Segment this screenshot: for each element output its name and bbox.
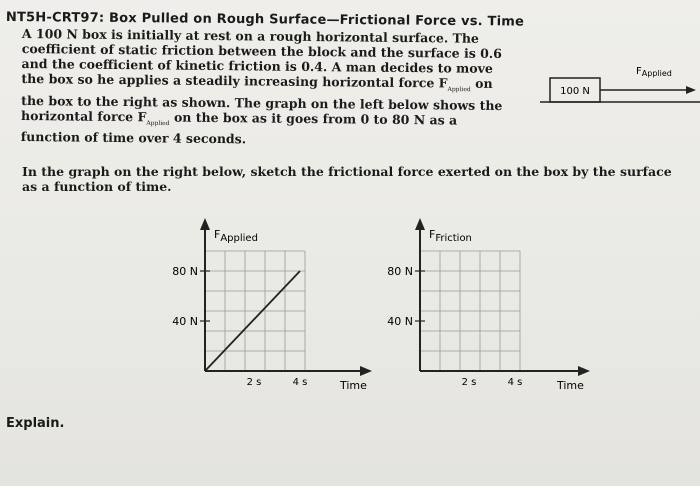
- force-arrowhead: [686, 86, 696, 94]
- box-label: 100 N: [560, 86, 590, 97]
- left-tick-label-80: 80 N: [172, 265, 198, 278]
- right-x-tick-4: 4 s: [507, 377, 523, 388]
- applied-force-line: [205, 271, 300, 371]
- graph-applied-force: [150, 212, 380, 397]
- instruction-text: In the graph on the right below, sketch the frictional force exerted on the box by the surface as a function of time.: [22, 164, 672, 194]
- right-x-arrowhead: [578, 366, 590, 376]
- left-y-arrowhead: [200, 218, 210, 230]
- right-x-tick-2: 2 s: [461, 377, 477, 388]
- problem-text-a: A 100 N box is initially at rest on a rough horizontal surface. The coefficient of static friction between the block and the surface is 0.6 and the coefficient of kinetic friction is 0.4. A man decides to move the box so he applies a steadily increasing horizontal force F: [21, 26, 502, 91]
- left-y-axis-label: FApplied: [214, 228, 258, 244]
- right-x-axis-label: Time: [557, 379, 584, 392]
- page-title: NT5H-CRT97: Box Pulled on Rough Surface—Frictional Force vs. Time: [5, 10, 525, 30]
- right-tick-label-80: 80 N: [387, 265, 413, 278]
- graph-friction-force: [365, 212, 600, 397]
- right-y-axis-label: FFriction: [429, 228, 472, 244]
- left-x-axis-label: Time: [340, 379, 367, 392]
- left-x-tick-2: 2 s: [246, 377, 262, 388]
- problem-text-b: on the box to the right as shown. The graph on the left below shows the horizontal force F: [20, 75, 503, 124]
- explain-label: Explain.: [6, 416, 65, 431]
- problem-subscript-1: Applied: [447, 85, 471, 94]
- box-force-diagram: [540, 56, 700, 112]
- problem-text-c: on the box as it goes from 0 to 80 N as a function of time over 4 seconds.: [20, 109, 458, 147]
- left-grid: [205, 251, 305, 371]
- force-label: $F_{Applied}$: [636, 66, 672, 78]
- problem-subscript-2: Applied: [146, 119, 170, 127]
- right-y-arrowhead: [415, 218, 425, 230]
- right-tick-label-40: 40 N: [387, 315, 413, 328]
- right-grid: [420, 251, 520, 371]
- left-tick-label-40: 40 N: [172, 315, 198, 328]
- left-x-tick-4: 4 s: [292, 377, 308, 388]
- problem-statement: [21, 26, 514, 149]
